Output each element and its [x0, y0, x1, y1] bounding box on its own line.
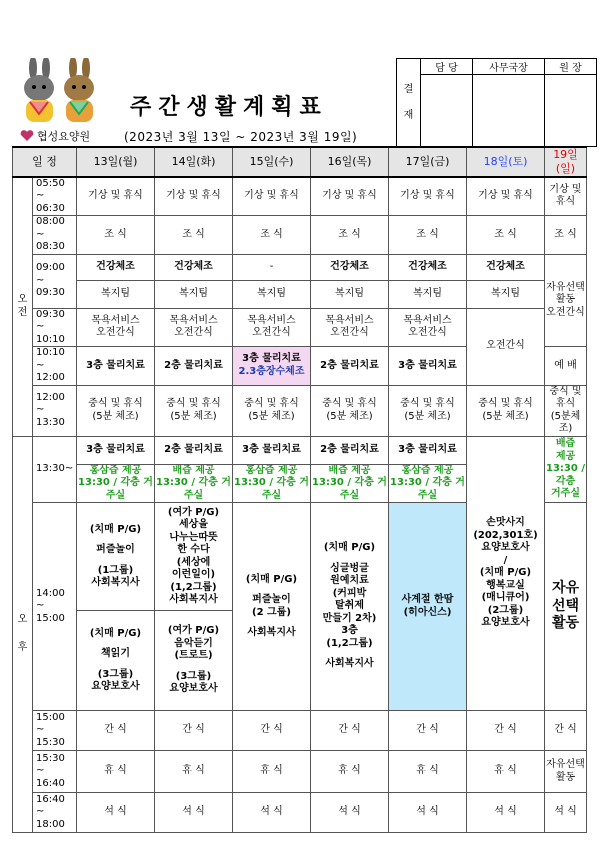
cell-wed-pm-note: 홍삼즙 제공 13:30 / 각층 거주실 — [234, 464, 309, 501]
approval-sign-manager — [421, 75, 473, 147]
cell-wed-wake: 기상 및 휴식 — [233, 177, 311, 216]
pm-label: 오 후 — [13, 436, 33, 833]
time-1530: 15:30 ~ 16:40 — [33, 751, 77, 793]
cell-fri-rest: 휴 식 — [389, 751, 467, 793]
time-1640: 16:40 ~ 18:00 — [33, 793, 77, 833]
day-header-tue: 14일(화) — [155, 147, 233, 177]
row-1640 — [13, 793, 587, 833]
cell-wed-bath: 목욕서비스 오전간식 — [233, 308, 311, 347]
cell-fri-health: 건강체조 — [389, 254, 467, 280]
approval-sign-director — [545, 75, 597, 147]
approval-header-manager: 담 당 — [421, 59, 473, 75]
organization — [20, 128, 90, 144]
cell-tue-snack: 간 식 — [155, 711, 233, 751]
cell-sun-lunch: 중식 및 휴식 (5분체조) — [545, 385, 587, 436]
cell-wed-program: (치매 P/G) 퍼즐놀이 (2 그룹) 사회복지사 — [233, 503, 311, 711]
document-header — [0, 0, 600, 150]
row-0800 — [13, 216, 587, 255]
cell-tue-program-2: (여가 P/G) 음악듣기 (트로트) (3그룹) 요양보호사 — [155, 611, 233, 711]
cell-sat-program: 손맛사지 (202,301호) 요양보호사 / (치매 P/G) 행복교실 (매니큐어) (2그룹) 요양보호사 — [467, 436, 545, 711]
cell-thu-wake: 기상 및 휴식 — [311, 177, 389, 216]
approval-header-secretary: 사무국장 — [473, 59, 545, 75]
approval-box — [396, 58, 597, 147]
cell-mon-snack: 간 식 — [77, 711, 155, 751]
cell-tue-health: 건강체조 — [155, 254, 233, 280]
cell-sat-wake: 기상 및 휴식 — [467, 177, 545, 216]
cell-sat-lunch: 중식 및 휴식 (5분 체조) — [467, 385, 545, 436]
approval-header-director: 원 장 — [545, 59, 597, 75]
cell-sun-snack: 간 식 — [545, 711, 587, 751]
cell-mon-dinner: 석 식 — [77, 793, 155, 833]
cell-wed-lunch: 중식 및 휴식 (5분 체조) — [233, 385, 311, 436]
weekly-schedule-table — [12, 146, 587, 833]
cell-wed-breakfast: 조 식 — [233, 216, 311, 255]
day-header-thu: 16일(목) — [311, 147, 389, 177]
time-1200: 12:00 ~ 13:30 — [33, 385, 77, 436]
cell-thu-health: 건강체조 — [311, 254, 389, 280]
cell-tue-welfare: 복지팀 — [155, 280, 233, 308]
cell-sun-wake: 기상 및 휴식 — [545, 177, 587, 216]
cell-fri-bath: 목욕서비스 오전간식 — [389, 308, 467, 347]
cell-mon-program-2: (치매 P/G) 책읽기 (3그룹) 요양보호사 — [77, 611, 155, 711]
row-1530 — [13, 751, 587, 793]
heart-hands-icon — [20, 130, 34, 142]
cell-wed-health: - — [233, 254, 311, 280]
cell-mon-program-1: (치매 P/G) 퍼즐놀이 (1그룹) 사회복지사 — [77, 503, 155, 611]
cell-tue-rest: 휴 식 — [155, 751, 233, 793]
schedule-period: (2023년 3월 13일 ~ 2023년 3월 19일) — [124, 130, 358, 144]
cell-sat-am-snack: 오전간식 — [467, 308, 545, 385]
cell-fri-dinner: 석 식 — [389, 793, 467, 833]
time-0900: 09:00 ~ 09:30 — [33, 254, 77, 308]
cell-fri-pt: 3층 물리치료 — [389, 347, 467, 386]
time-1010: 10:10 ~ 12:00 — [33, 347, 77, 386]
cell-wed-pm-pt: 3층 물리치료 — [233, 436, 311, 464]
cell-tue-program-1: (여가 P/G) 세상을 나누는따뜻 한 수다 (세상에 이런일이) (1,2그룹) 사회복지사 — [155, 503, 233, 611]
approval-side-label: 결 재 — [397, 59, 421, 147]
cell-sat-snack: 간 식 — [467, 711, 545, 751]
cell-tue-wake: 기상 및 휴식 — [155, 177, 233, 216]
organization-name: 협성요양원 — [37, 130, 91, 143]
cell-sun-worship: 예 배 — [545, 347, 587, 386]
cell-tue-lunch: 중식 및 휴식 (5분 체조) — [155, 385, 233, 436]
cell-fri-breakfast: 조 식 — [389, 216, 467, 255]
day-header-sun: 19일(일) — [545, 147, 587, 177]
cell-fri-pm-note: 홍삼즙 제공 13:30 / 각층 거주실 — [390, 464, 465, 501]
cell-sun-free-morning: 자유선택 활동 오전간식 — [545, 254, 587, 347]
cell-wed-rest: 휴 식 — [233, 751, 311, 793]
cell-fri-lunch: 중식 및 휴식 (5분 체조) — [389, 385, 467, 436]
time-1500: 15:00 ~ 15:30 — [33, 711, 77, 751]
cell-tue-pm-note: 배즙 제공 13:30 / 각층 거주실 — [156, 464, 231, 501]
cell-sun-breakfast: 조 식 — [545, 216, 587, 255]
cell-tue-dinner: 석 식 — [155, 793, 233, 833]
approval-sign-secretary — [473, 75, 545, 147]
cell-mon-wake: 기상 및 휴식 — [77, 177, 155, 216]
cell-sat-dinner: 석 식 — [467, 793, 545, 833]
row-0900-a — [13, 254, 587, 280]
cell-thu-breakfast: 조 식 — [311, 216, 389, 255]
bunny-mascots-illustration — [18, 58, 104, 128]
cell-mon-breakfast: 조 식 — [77, 216, 155, 255]
time-1400: 14:00 ~ 15:00 — [33, 503, 77, 711]
cell-mon-bath: 목욕서비스 오전간식 — [77, 308, 155, 347]
cell-wed-dinner: 석 식 — [233, 793, 311, 833]
cell-thu-pm-note: 배즙 제공 13:30 / 각층 거주실 — [312, 464, 387, 501]
row-0930 — [13, 308, 587, 347]
cell-tue-pt: 2층 물리치료 — [155, 347, 233, 386]
cell-thu-welfare: 복지팀 — [311, 280, 389, 308]
cell-thu-program: (치매 P/G) 싱글벙글 원예치료 (커피박 탈취제 만들기 2차) 3층 (1,2그룹) 사회복지사 — [311, 503, 389, 711]
cell-sat-breakfast: 조 식 — [467, 216, 545, 255]
cell-sun-pm-note: 배즙 제공 13:30 / 각층 거주실 — [545, 436, 587, 503]
row-1500 — [13, 711, 587, 751]
cell-tue-bath: 목욕서비스 오전간식 — [155, 308, 233, 347]
time-1330: 13:30~ — [33, 436, 77, 503]
cell-sun-dinner: 석 식 — [545, 793, 587, 833]
row-1330-a — [13, 436, 587, 464]
cell-wed-snack: 간 식 — [233, 711, 311, 751]
cell-sat-health: 건강체조 — [467, 254, 545, 280]
cell-thu-lunch: 중식 및 휴식 (5분 체조) — [311, 385, 389, 436]
cell-tue-breakfast: 조 식 — [155, 216, 233, 255]
cell-thu-pt: 2층 물리치료 — [311, 347, 389, 386]
cell-mon-pm-note: 홍삼즙 제공 13:30 / 각층 거주실 — [78, 464, 153, 501]
header-row — [13, 147, 587, 177]
cell-thu-snack: 간 식 — [311, 711, 389, 751]
cell-fri-snack: 간 식 — [389, 711, 467, 751]
cell-thu-bath: 목욕서비스 오전간식 — [311, 308, 389, 347]
cell-sat-welfare: 복지팀 — [467, 280, 545, 308]
day-header-fri: 17일(금) — [389, 147, 467, 177]
time-0550: 05:50 ~ 06:30 — [33, 177, 77, 216]
time-0930: 09:30 ~ 10:10 — [33, 308, 77, 347]
page-title: 주간생활계획표 — [130, 95, 328, 120]
cell-mon-pm-pt: 3층 물리치료 — [77, 436, 155, 464]
cell-wed-welfare: 복지팀 — [233, 280, 311, 308]
row-0900-b — [13, 280, 587, 308]
row-0550 — [13, 177, 587, 216]
schedule-label-header: 일 정 — [13, 147, 77, 177]
cell-mon-health: 건강체조 — [77, 254, 155, 280]
cell-mon-rest: 휴 식 — [77, 751, 155, 793]
cell-mon-welfare: 복지팀 — [77, 280, 155, 308]
cell-mon-lunch: 중식 및 휴식 (5분 체조) — [77, 385, 155, 436]
cell-tue-pm-pt: 2층 물리치료 — [155, 436, 233, 464]
time-0800: 08:00 ~ 08:30 — [33, 216, 77, 255]
cell-fri-pm-pt: 3층 물리치료 — [389, 436, 467, 464]
cell-sun-program: 자유 선택 활동 — [545, 503, 587, 711]
cell-sat-rest: 휴 식 — [467, 751, 545, 793]
cell-fri-welfare: 복지팀 — [389, 280, 467, 308]
day-header-sat: 18일(토) — [467, 147, 545, 177]
cell-sun-free-afternoon: 자유선택 활동 — [545, 751, 587, 793]
cell-fri-wake: 기상 및 휴식 — [389, 177, 467, 216]
cell-wed-pt: 3층 물리치료 2.3층장수체조 — [233, 347, 311, 386]
row-1200 — [13, 385, 587, 436]
cell-mon-pt: 3층 물리치료 — [77, 347, 155, 386]
day-header-wed: 15일(수) — [233, 147, 311, 177]
cell-fri-program: 사계절 한땀 (히아신스) — [389, 503, 467, 711]
day-header-mon: 13일(월) — [77, 147, 155, 177]
cell-thu-dinner: 석 식 — [311, 793, 389, 833]
cell-thu-rest: 휴 식 — [311, 751, 389, 793]
am-label: 오 전 — [13, 177, 33, 437]
cell-thu-pm-pt: 2층 물리치료 — [311, 436, 389, 464]
